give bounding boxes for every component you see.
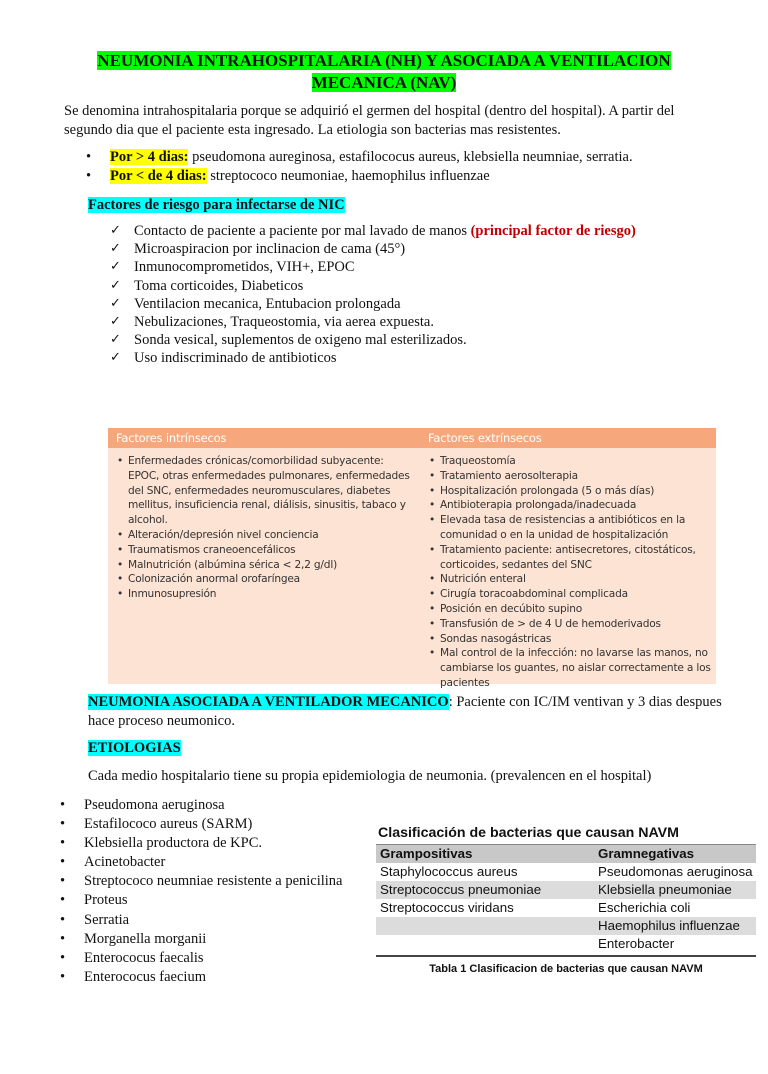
organism-item: • Pseudomona aeruginosa: [84, 796, 343, 815]
extrinsic-item: • Sondas nasogástricas: [428, 632, 714, 647]
organism-item: • Enterococus faecalis: [84, 949, 343, 968]
intrinsic-item: • Enfermedades crónicas/comorbilidad subyacente: EPOC, otras enfermedades pulmonares, enfermedades del SNC, enfermedades neuromusculares, diabetes mellitus, insuficiencia renal, diálisis, sinusitis, tabaco y alcohol.: [116, 454, 416, 528]
risk-item: [110, 240, 768, 258]
table-cell: Escherichia coli: [598, 900, 691, 915]
extrinsic-item: • Cirugía toracoabdominal complicada: [428, 587, 714, 602]
title-line-2: MECANICA (NAV): [311, 73, 457, 92]
bullet-label: Por < de 4 dias:: [110, 168, 207, 184]
check-icon: ✓: [110, 314, 121, 330]
check-icon: ✓: [110, 259, 121, 275]
nav-text: : Paciente con IC/IM ventivan y 3 dias despues hace proceso neumonico.: [88, 694, 722, 729]
table-row: [376, 935, 756, 953]
bullet-over-4-days: [110, 148, 768, 167]
extrinsic-item: • Elevada tasa de resistencias a antibióticos en la comunidad o en la unidad de hospitalización: [428, 513, 714, 543]
intrinsic-item: • Malnutrición (albúmina sérica < 2,2 g/dl): [116, 558, 416, 573]
bacteria-table: [376, 822, 756, 975]
bullet-text: pseudomona aureginosa, estafilococus aureus, klebsiella neumniae, serratia.: [188, 149, 633, 165]
bacteria-table-header: [376, 845, 756, 863]
table-cell: Streptococcus pneumoniae: [380, 882, 542, 897]
table-cell: Klebsiella pneumoniae: [598, 882, 732, 897]
risk-item-text: Toma corticoides, Diabeticos: [134, 277, 304, 294]
intrinsic-item: • Alteración/depresión nivel conciencia: [116, 528, 416, 543]
table-row: [376, 863, 756, 881]
factors-table-header: [108, 428, 716, 448]
table-cell: [376, 935, 594, 953]
risk-item: [110, 349, 768, 367]
table-bottom-rule: [376, 955, 756, 957]
col-grampositivas: Grampositivas: [380, 846, 473, 861]
check-icon: ✓: [110, 332, 121, 348]
etiologias-text: Cada medio hospitalario tiene su propia epidemiologia de neumonia. (prevalencen en el hospital): [88, 768, 652, 784]
organism-item: • Proteus: [84, 891, 343, 910]
check-icon: ✓: [110, 295, 121, 311]
extrinsic-header: Factores extrínsecos: [428, 431, 542, 445]
risk-item: [110, 258, 768, 276]
intrinsic-header: Factores intrínsecos: [116, 431, 227, 445]
bacteria-table-title: Clasificación de bacterias que causan NAVM: [376, 822, 756, 845]
duration-bullets: [0, 148, 768, 186]
bullet-label: Por > 4 dias:: [110, 149, 189, 165]
check-icon: ✓: [110, 223, 121, 238]
nav-paragraph: [88, 693, 728, 731]
risk-heading: [88, 196, 768, 215]
intrinsic-item: • Traumatismos craneoencefálicos: [116, 543, 416, 558]
col-gramnegativas: Gramnegativas: [598, 846, 695, 861]
table-row: [376, 881, 756, 899]
check-icon: ✓: [110, 277, 121, 293]
check-icon: ✓: [110, 350, 121, 366]
risk-item-text: Uso indiscriminado de antibioticos: [134, 350, 337, 367]
organism-item: • Enterococus faecium: [84, 968, 343, 987]
risk-item-text: Contacto de paciente a paciente por mal lavado de manos: [134, 223, 471, 239]
extrinsic-item: • Tratamiento paciente: antisecretores, citostáticos, corticoides, sedantes del SNC: [428, 543, 714, 573]
factors-table: [108, 428, 716, 689]
check-icon: ✓: [110, 241, 121, 257]
risk-item-emphasis: (principal factor de riesgo): [470, 223, 636, 239]
risk-item: [110, 277, 768, 295]
risk-item: [110, 313, 768, 331]
bullet-text: streptococo neumoniae, haemophilus influenzae: [206, 168, 490, 184]
extrinsic-item: • Hospitalización prolongada (5 o más días): [428, 484, 714, 499]
risk-item-text: Microaspiracion por inclinacion de cama (45°): [134, 241, 406, 258]
risk-item-text: Ventilacion mecanica, Entubacion prolongada: [134, 295, 401, 312]
extrinsic-item: • Antibioterapia prolongada/inadecuada: [428, 498, 714, 513]
intro-paragraph: Se denomina intrahospitalaria porque se adquirió el germen del hospital (dentro del hospital). A partir del segundo dia que el paciente esta ingresado. La etiologia son bacterias mas resistentes.: [64, 103, 675, 138]
table-cell: Pseudomonas aeruginosa: [598, 864, 753, 879]
risk-item-text: Inmunocomprometidos, VIH+, EPOC: [134, 259, 355, 276]
organism-item: • Klebsiella productora de KPC.: [84, 834, 343, 853]
extrinsic-item: • Traqueostomía: [428, 454, 714, 469]
table-cell: Enterobacter: [598, 936, 675, 951]
extrinsic-item: • Nutrición enteral: [428, 572, 714, 587]
risk-item: [110, 222, 768, 240]
extrinsic-column: [428, 454, 714, 691]
extrinsic-item: • Tratamiento aerosolterapia: [428, 469, 714, 484]
risk-factor-list: [0, 222, 768, 368]
etiologias-heading: [88, 740, 181, 757]
table-cell: Staphylococcus aureus: [380, 864, 518, 879]
intrinsic-column: [116, 454, 416, 602]
intrinsic-item: • Inmunosupresión: [116, 587, 416, 602]
table-row: [376, 917, 756, 935]
etiologias-heading-text: ETIOLOGIAS: [88, 740, 181, 756]
organism-item: • Serratia: [84, 911, 343, 930]
extrinsic-item: • Transfusión de > de 4 U de hemoderivados: [428, 617, 714, 632]
title-line-1: NEUMONIA INTRAHOSPITALARIA (NH) Y ASOCIADA A VENTILACION: [97, 51, 671, 70]
risk-item-text: Nebulizaciones, Traqueostomia, via aerea expuesta.: [134, 314, 434, 331]
risk-item: [110, 331, 768, 349]
table-cell: [376, 917, 594, 935]
table-cell: Streptococcus viridans: [380, 900, 514, 915]
risk-heading-text: Factores de riesgo para infectarse de NIC: [88, 197, 345, 213]
table-row: [376, 899, 756, 917]
intrinsic-item: • Colonización anormal orofaríngea: [116, 572, 416, 587]
organism-item: • Streptococo neumniae resistente a penicilina: [84, 872, 343, 891]
extrinsic-item: • Posición en decúbito supino: [428, 602, 714, 617]
document-title: [0, 50, 768, 94]
table-cell: Haemophilus influenzae: [598, 918, 740, 933]
organism-item: • Morganella morganii: [84, 930, 343, 949]
bullet-under-4-days: [110, 167, 768, 186]
bacteria-table-caption: Tabla 1 Clasificacion de bacterias que causan NAVM: [429, 963, 703, 975]
risk-item: [110, 295, 768, 313]
organism-list: [84, 796, 343, 987]
nav-heading: NEUMONIA ASOCIADA A VENTILADOR MECANICO: [88, 694, 449, 710]
organism-item: • Estafilococo aureus (SARM): [84, 815, 343, 834]
risk-item-text: Sonda vesical, suplementos de oxigeno mal esterilizados.: [134, 332, 467, 349]
extrinsic-item: • Mal control de la infección: no lavarse las manos, no cambiarse los guantes, no aislar correctamente a los pacientes: [428, 646, 714, 690]
organism-item: • Acinetobacter: [84, 853, 343, 872]
